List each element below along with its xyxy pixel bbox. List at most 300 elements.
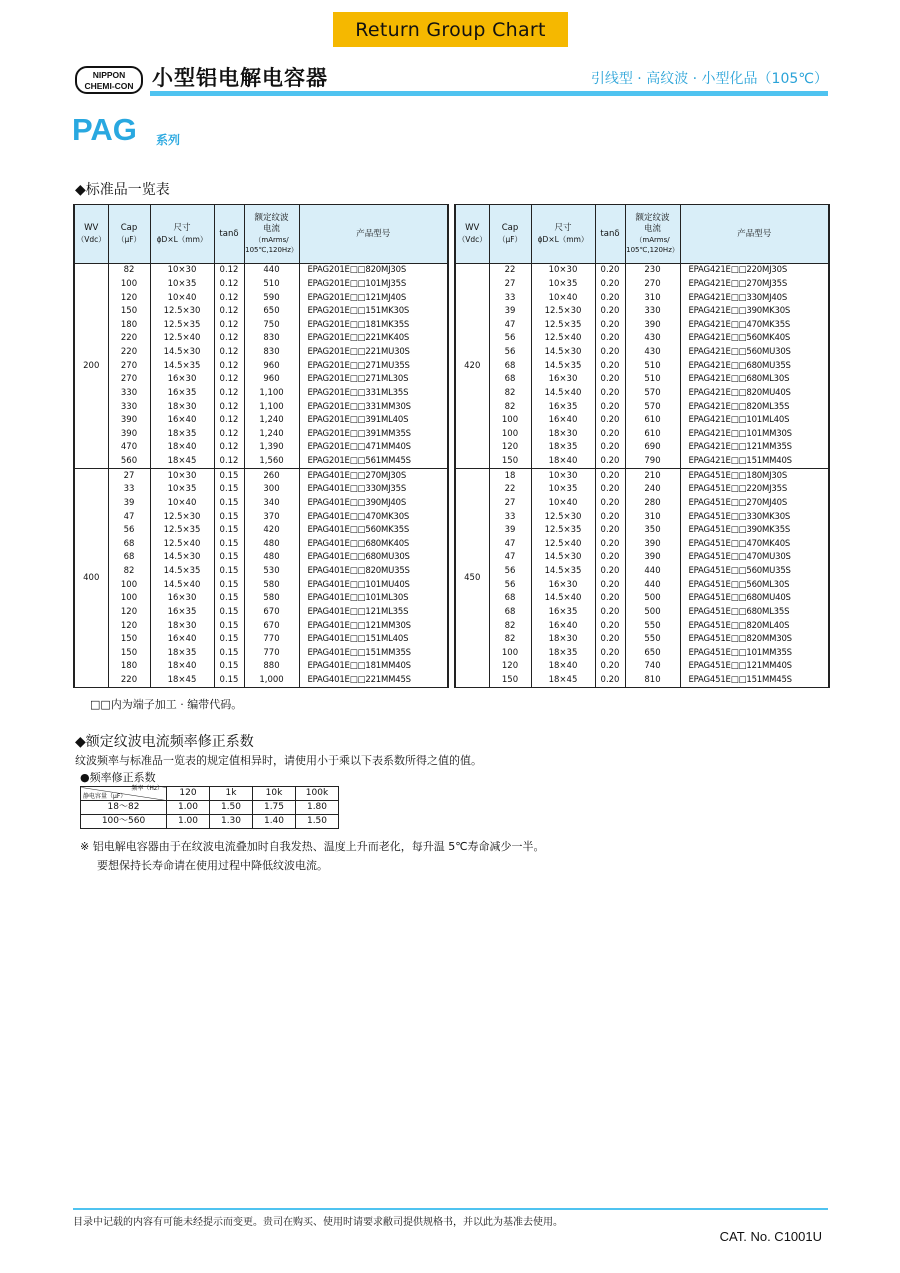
- spec-table-left: [73, 204, 449, 688]
- size-cell: 18×45: [150, 674, 214, 688]
- table-row: [455, 264, 829, 278]
- cap-cell: 47: [489, 319, 531, 333]
- table-row: [455, 619, 829, 633]
- size-cell: 10×35: [531, 483, 595, 497]
- ripple-cell: 1,100: [244, 400, 299, 414]
- size-cell: 10×30: [150, 264, 214, 278]
- cap-cell: 82: [489, 387, 531, 401]
- cap-cell: 56: [489, 332, 531, 346]
- part-cell: EPAG201E□□221MK40S: [299, 332, 448, 346]
- part-cell: EPAG451E□□680MU40S: [680, 592, 829, 606]
- part-cell: EPAG421E□□151MM40S: [680, 455, 829, 469]
- part-cell: EPAG401E□□181MM40S: [299, 660, 448, 674]
- size-cell: 12.5×35: [531, 319, 595, 333]
- table-row: [74, 538, 448, 552]
- size-header-line: ϕD×L（mm）: [156, 235, 208, 244]
- cap-cell: 150: [108, 647, 150, 661]
- tan-cell: 0.20: [595, 524, 625, 538]
- wv-header-line: （Vdc）: [457, 235, 487, 244]
- cap-cell: 220: [108, 346, 150, 360]
- tan-cell: 0.20: [595, 387, 625, 401]
- ripple-cell: 610: [625, 428, 680, 442]
- cap-cell: 82: [108, 264, 150, 278]
- part-cell: EPAG201E□□151MK30S: [299, 305, 448, 319]
- page-title: 小型铝电解电容器: [152, 66, 328, 90]
- table-row: [455, 483, 829, 497]
- size-cell: 18×30: [150, 619, 214, 633]
- table-row: [74, 264, 448, 278]
- tan-cell: 0.20: [595, 346, 625, 360]
- coefficient: 1.00: [167, 815, 210, 829]
- series-name: PAG: [72, 112, 137, 147]
- ripple-cell: 960: [244, 359, 299, 373]
- tan-cell: 0.20: [595, 455, 625, 469]
- cap-cell: 100: [489, 414, 531, 428]
- ripple-cell: 480: [244, 551, 299, 565]
- part-cell: EPAG451E□□470MK40S: [680, 538, 829, 552]
- cap-cell: 33: [489, 510, 531, 524]
- table-row: [74, 524, 448, 538]
- wv-header-line: （Vdc）: [76, 235, 106, 244]
- tan-cell: 0.12: [214, 319, 244, 333]
- table-row: [455, 469, 829, 483]
- tan-cell: 0.20: [595, 291, 625, 305]
- part-cell: EPAG451E□□680ML35S: [680, 606, 829, 620]
- ripple-cell: 770: [244, 633, 299, 647]
- tan-cell: 0.15: [214, 551, 244, 565]
- part-number-header-line: 产品型号: [356, 228, 391, 239]
- part-number-header: [680, 205, 829, 264]
- page-subtitle: 引线型 · 高纹波 · 小型化品（105℃）: [590, 71, 828, 87]
- size-cell: 18×30: [531, 633, 595, 647]
- ripple-cell: 810: [625, 674, 680, 688]
- cap-header-line: Cap: [501, 223, 519, 233]
- part-cell: EPAG451E□□180MJ30S: [680, 469, 829, 483]
- coefficient: 1.75: [253, 801, 296, 815]
- cap-cell: 33: [108, 483, 150, 497]
- ripple-header-line: 额定纹波: [635, 213, 670, 223]
- part-cell: EPAG201E□□331ML35S: [299, 387, 448, 401]
- size-cell: 14.5×30: [150, 551, 214, 565]
- table-row: [455, 578, 829, 592]
- table-row: [74, 414, 448, 428]
- part-cell: EPAG451E□□101MM35S: [680, 647, 829, 661]
- table-row: [74, 483, 448, 497]
- ripple-header-line: 电流: [262, 224, 280, 234]
- cap-cell: 82: [489, 400, 531, 414]
- cap-cell: 27: [489, 497, 531, 511]
- part-cell: EPAG421E□□330MJ40S: [680, 291, 829, 305]
- cap-cell: 56: [489, 578, 531, 592]
- table-row: [74, 633, 448, 647]
- size-cell: 16×30: [531, 578, 595, 592]
- part-cell: EPAG421E□□220MJ30S: [680, 264, 829, 278]
- tan-cell: 0.20: [595, 332, 625, 346]
- size-cell: 18×35: [531, 441, 595, 455]
- table-row: [455, 510, 829, 524]
- tan-cell: 0.20: [595, 359, 625, 373]
- size-cell: 14.5×30: [531, 551, 595, 565]
- cap-cell: 100: [108, 592, 150, 606]
- table-row: [74, 400, 448, 414]
- cap-cell: 22: [489, 264, 531, 278]
- cap-cell: 27: [489, 278, 531, 292]
- ripple-cell: 260: [244, 469, 299, 483]
- table-row: [74, 332, 448, 346]
- ripple-cell: 510: [625, 373, 680, 387]
- cap-cell: 22: [489, 483, 531, 497]
- footer-disclaimer: 目录中记载的内容有可能未经提示而变更。贵司在购买、使用时请要求敝司提供规格书，并以此为基准去使用。: [73, 1217, 563, 1228]
- standard-list-heading: ◆标准品一览表: [75, 182, 170, 198]
- size-cell: 16×30: [150, 592, 214, 606]
- table-row: [74, 674, 448, 688]
- size-cell: 10×35: [531, 278, 595, 292]
- ripple-cell: 570: [625, 400, 680, 414]
- ripple-cell: 370: [244, 510, 299, 524]
- tan-cell: 0.12: [214, 278, 244, 292]
- tan-cell: 0.15: [214, 497, 244, 511]
- ripple-cell: 430: [625, 332, 680, 346]
- size-cell: 14.5×35: [531, 359, 595, 373]
- tan-cell: 0.15: [214, 565, 244, 579]
- cap-cell: 180: [108, 319, 150, 333]
- part-number-header: [299, 205, 448, 264]
- tan-cell: 0.20: [595, 264, 625, 278]
- cap-cell: 330: [108, 400, 150, 414]
- cap-cell: 120: [489, 660, 531, 674]
- coefficient: 1.50: [296, 815, 339, 829]
- tan-cell: 0.20: [595, 497, 625, 511]
- ripple-cell: 280: [625, 497, 680, 511]
- size-cell: 10×30: [531, 469, 595, 483]
- cap-header-line: （μF）: [116, 235, 142, 244]
- part-cell: EPAG401E□□151MM35S: [299, 647, 448, 661]
- tan-cell: 0.20: [595, 469, 625, 483]
- table-row: [74, 592, 448, 606]
- cap-cell: 560: [108, 455, 150, 469]
- tan-cell: 0.20: [595, 551, 625, 565]
- size-cell: 14.5×40: [531, 592, 595, 606]
- ripple-cell: 580: [244, 592, 299, 606]
- tan-cell: 0.12: [214, 373, 244, 387]
- part-cell: EPAG421E□□390MK30S: [680, 305, 829, 319]
- ripple-header-line: 电流: [643, 224, 661, 234]
- ripple-cell: 650: [244, 305, 299, 319]
- ripple-cell: 480: [244, 538, 299, 552]
- part-number-header-line: 产品型号: [737, 228, 772, 239]
- table-row: [455, 606, 829, 620]
- return-group-chart-button[interactable]: Return Group Chart: [333, 12, 568, 47]
- size-cell: 14.5×30: [150, 346, 214, 360]
- ripple-cell: 590: [244, 291, 299, 305]
- tan-cell: 0.12: [214, 346, 244, 360]
- table-row: [74, 319, 448, 333]
- cap-range: 100～560: [81, 815, 167, 829]
- size-cell: 12.5×35: [150, 319, 214, 333]
- ripple-correction-heading: ◆额定纹波电流频率修正系数: [75, 734, 254, 750]
- table-row: [74, 359, 448, 373]
- table-row: [74, 565, 448, 579]
- tan-cell: 0.20: [595, 633, 625, 647]
- tan-cell: 0.15: [214, 592, 244, 606]
- corner-capacitance-label: 静电容量（μF）: [83, 793, 127, 800]
- ripple-cell: 530: [244, 565, 299, 579]
- tan-cell: 0.20: [595, 319, 625, 333]
- tan-cell: 0.20: [595, 619, 625, 633]
- ripple-cell: 830: [244, 332, 299, 346]
- part-cell: EPAG451E□□820ML40S: [680, 619, 829, 633]
- cap-cell: 68: [489, 359, 531, 373]
- size-cell: 12.5×40: [150, 538, 214, 552]
- part-cell: EPAG201E□□221MU30S: [299, 346, 448, 360]
- cap-cell: 47: [489, 538, 531, 552]
- ripple-cell: 420: [244, 524, 299, 538]
- ripple-cell: 750: [244, 319, 299, 333]
- size-cell: 14.5×35: [531, 565, 595, 579]
- part-cell: EPAG421E□□680MU35S: [680, 359, 829, 373]
- tan-cell: 0.12: [214, 264, 244, 278]
- ripple-cell: 440: [625, 578, 680, 592]
- table-row: [455, 660, 829, 674]
- part-cell: EPAG451E□□470MU30S: [680, 551, 829, 565]
- freq-header: 1k: [210, 787, 253, 801]
- freq-header: 100k: [296, 787, 339, 801]
- size-cell: 18×40: [531, 455, 595, 469]
- tan-cell: 0.12: [214, 428, 244, 442]
- cap-cell: 150: [489, 674, 531, 688]
- ripple-cell: 500: [625, 592, 680, 606]
- part-cell: EPAG421E□□101MM30S: [680, 428, 829, 442]
- cap-cell: 270: [108, 359, 150, 373]
- logo-line1: NIPPON: [92, 70, 126, 80]
- tan-cell: 0.20: [595, 578, 625, 592]
- nippon-chemi-con-logo: [75, 66, 143, 94]
- table-row: [455, 647, 829, 661]
- table-row: [74, 441, 448, 455]
- tan-header-line: tanδ: [600, 228, 620, 239]
- tan-header: [214, 205, 244, 264]
- size-cell: 18×35: [150, 647, 214, 661]
- table-row: [74, 660, 448, 674]
- size-cell: 16×35: [531, 400, 595, 414]
- size-cell: 16×40: [531, 414, 595, 428]
- tan-cell: 0.15: [214, 578, 244, 592]
- table-row: [74, 619, 448, 633]
- part-cell: EPAG451E□□390MK35S: [680, 524, 829, 538]
- cap-cell: 56: [489, 346, 531, 360]
- cap-cell: 56: [489, 565, 531, 579]
- cap-cell: 330: [108, 387, 150, 401]
- part-cell: EPAG421E□□820MU40S: [680, 387, 829, 401]
- ripple-cell: 240: [625, 483, 680, 497]
- cap-cell: 33: [489, 291, 531, 305]
- size-cell: 12.5×30: [531, 305, 595, 319]
- freq-header: 10k: [253, 787, 296, 801]
- table-row: [74, 346, 448, 360]
- table-row: [455, 674, 829, 688]
- cap-cell: 82: [489, 619, 531, 633]
- tan-cell: 0.20: [595, 373, 625, 387]
- ripple-header-line: （mArms/: [635, 236, 670, 244]
- part-cell: EPAG401E□□101ML30S: [299, 592, 448, 606]
- cap-cell: 27: [108, 469, 150, 483]
- size-cell: 12.5×40: [150, 332, 214, 346]
- table-row: [455, 441, 829, 455]
- table-row: [455, 346, 829, 360]
- tan-cell: 0.20: [595, 305, 625, 319]
- ripple-cell: 430: [625, 346, 680, 360]
- size-cell: 18×40: [150, 441, 214, 455]
- cap-cell: 47: [489, 551, 531, 565]
- ripple-cell: 1,560: [244, 455, 299, 469]
- part-cell: EPAG401E□□221MM45S: [299, 674, 448, 688]
- freq-header: 120: [167, 787, 210, 801]
- cap-header: [489, 205, 531, 264]
- cap-header: [108, 205, 150, 264]
- size-cell: 16×40: [150, 633, 214, 647]
- coefficient: 1.00: [167, 801, 210, 815]
- title-rule: [150, 91, 828, 96]
- table-row: [74, 497, 448, 511]
- cap-cell: 47: [108, 510, 150, 524]
- tan-cell: 0.15: [214, 538, 244, 552]
- ripple-cell: 270: [625, 278, 680, 292]
- cap-cell: 220: [108, 332, 150, 346]
- tan-cell: 0.20: [595, 510, 625, 524]
- size-cell: 12.5×30: [150, 510, 214, 524]
- part-cell: EPAG421E□□560MK40S: [680, 332, 829, 346]
- ripple-cell: 690: [625, 441, 680, 455]
- size-cell: 12.5×40: [531, 332, 595, 346]
- part-cell: EPAG451E□□270MJ40S: [680, 497, 829, 511]
- part-cell: EPAG401E□□270MJ30S: [299, 469, 448, 483]
- tan-cell: 0.15: [214, 483, 244, 497]
- table-row: [74, 469, 448, 483]
- part-cell: EPAG401E□□101MU40S: [299, 578, 448, 592]
- tan-cell: 0.12: [214, 387, 244, 401]
- cap-cell: 100: [108, 278, 150, 292]
- size-cell: 16×35: [531, 606, 595, 620]
- part-cell: EPAG401E□□121MM30S: [299, 619, 448, 633]
- ripple-cell: 310: [625, 291, 680, 305]
- corner-frequency-label: 频率（Hz）: [131, 785, 163, 792]
- ripple-cell: 610: [625, 414, 680, 428]
- ripple-cell: 770: [244, 647, 299, 661]
- table-row: [74, 291, 448, 305]
- size-cell: 18×40: [531, 660, 595, 674]
- part-cell: EPAG201E□□121MJ40S: [299, 291, 448, 305]
- ripple-cell: 1,000: [244, 674, 299, 688]
- cap-cell: 68: [489, 606, 531, 620]
- wv-cell: 420: [455, 264, 489, 469]
- tan-header: [595, 205, 625, 264]
- size-cell: 14.5×35: [150, 565, 214, 579]
- size-cell: 10×40: [531, 291, 595, 305]
- wv-header: [74, 205, 108, 264]
- cap-cell: 68: [489, 592, 531, 606]
- part-cell: EPAG421E□□680ML30S: [680, 373, 829, 387]
- ripple-cell: 1,100: [244, 387, 299, 401]
- part-cell: EPAG401E□□680MK40S: [299, 538, 448, 552]
- tan-cell: 0.20: [595, 278, 625, 292]
- table-row: [455, 592, 829, 606]
- ripple-cell: 880: [244, 660, 299, 674]
- cap-cell: 390: [108, 428, 150, 442]
- table-row: [74, 647, 448, 661]
- ripple-cell: 1,240: [244, 414, 299, 428]
- tan-cell: 0.12: [214, 332, 244, 346]
- size-cell: 16×30: [531, 373, 595, 387]
- tan-cell: 0.12: [214, 359, 244, 373]
- cap-cell: 39: [108, 497, 150, 511]
- size-cell: 10×40: [150, 497, 214, 511]
- tan-cell: 0.15: [214, 524, 244, 538]
- part-cell: EPAG201E□□561MM45S: [299, 455, 448, 469]
- part-cell: EPAG201E□□391ML40S: [299, 414, 448, 428]
- cap-cell: 120: [108, 619, 150, 633]
- freq-table-corner: [81, 787, 167, 801]
- cap-cell: 39: [489, 524, 531, 538]
- ripple-cell: 670: [244, 619, 299, 633]
- ripple-cell: 830: [244, 346, 299, 360]
- table-row: [74, 278, 448, 292]
- ripple-cell: 510: [625, 359, 680, 373]
- table-row: [74, 510, 448, 524]
- size-cell: 14.5×40: [150, 578, 214, 592]
- size-cell: 14.5×35: [150, 359, 214, 373]
- size-cell: 18×45: [531, 674, 595, 688]
- part-cell: EPAG421E□□101ML40S: [680, 414, 829, 428]
- frequency-coefficient-subheading: ●频率修正系数: [80, 771, 156, 784]
- ripple-cell: 390: [625, 551, 680, 565]
- ripple-cell: 510: [244, 278, 299, 292]
- size-cell: 10×35: [150, 483, 214, 497]
- cap-cell: 68: [108, 551, 150, 565]
- part-cell: EPAG421E□□820ML35S: [680, 400, 829, 414]
- size-cell: 12.5×35: [150, 524, 214, 538]
- cap-header-line: （μF）: [497, 235, 523, 244]
- size-cell: 10×35: [150, 278, 214, 292]
- part-cell: EPAG421E□□560MU30S: [680, 346, 829, 360]
- ripple-header-line: 105℃,120Hz）: [245, 246, 298, 254]
- tan-cell: 0.20: [595, 660, 625, 674]
- tan-cell: 0.20: [595, 565, 625, 579]
- cap-cell: 270: [108, 373, 150, 387]
- cap-cell: 56: [108, 524, 150, 538]
- size-header: [150, 205, 214, 264]
- spec-table-right: [454, 204, 830, 688]
- size-cell: 18×35: [150, 428, 214, 442]
- table-row: [455, 305, 829, 319]
- ripple-cell: 570: [625, 387, 680, 401]
- table-row: [455, 538, 829, 552]
- part-cell: EPAG201E□□391MM35S: [299, 428, 448, 442]
- ripple-cell: 1,390: [244, 441, 299, 455]
- table-note: □□内为端子加工 · 编带代码。: [90, 698, 243, 711]
- part-cell: EPAG401E□□680MU30S: [299, 551, 448, 565]
- ripple-cell: 740: [625, 660, 680, 674]
- size-cell: 18×30: [150, 400, 214, 414]
- tan-cell: 0.15: [214, 606, 244, 620]
- size-header: [531, 205, 595, 264]
- cap-cell: 180: [108, 660, 150, 674]
- table-row: [455, 319, 829, 333]
- table-row: [455, 455, 829, 469]
- table-row: [74, 305, 448, 319]
- cap-cell: 100: [489, 647, 531, 661]
- tan-cell: 0.12: [214, 291, 244, 305]
- wv-header-line: WV: [465, 223, 480, 233]
